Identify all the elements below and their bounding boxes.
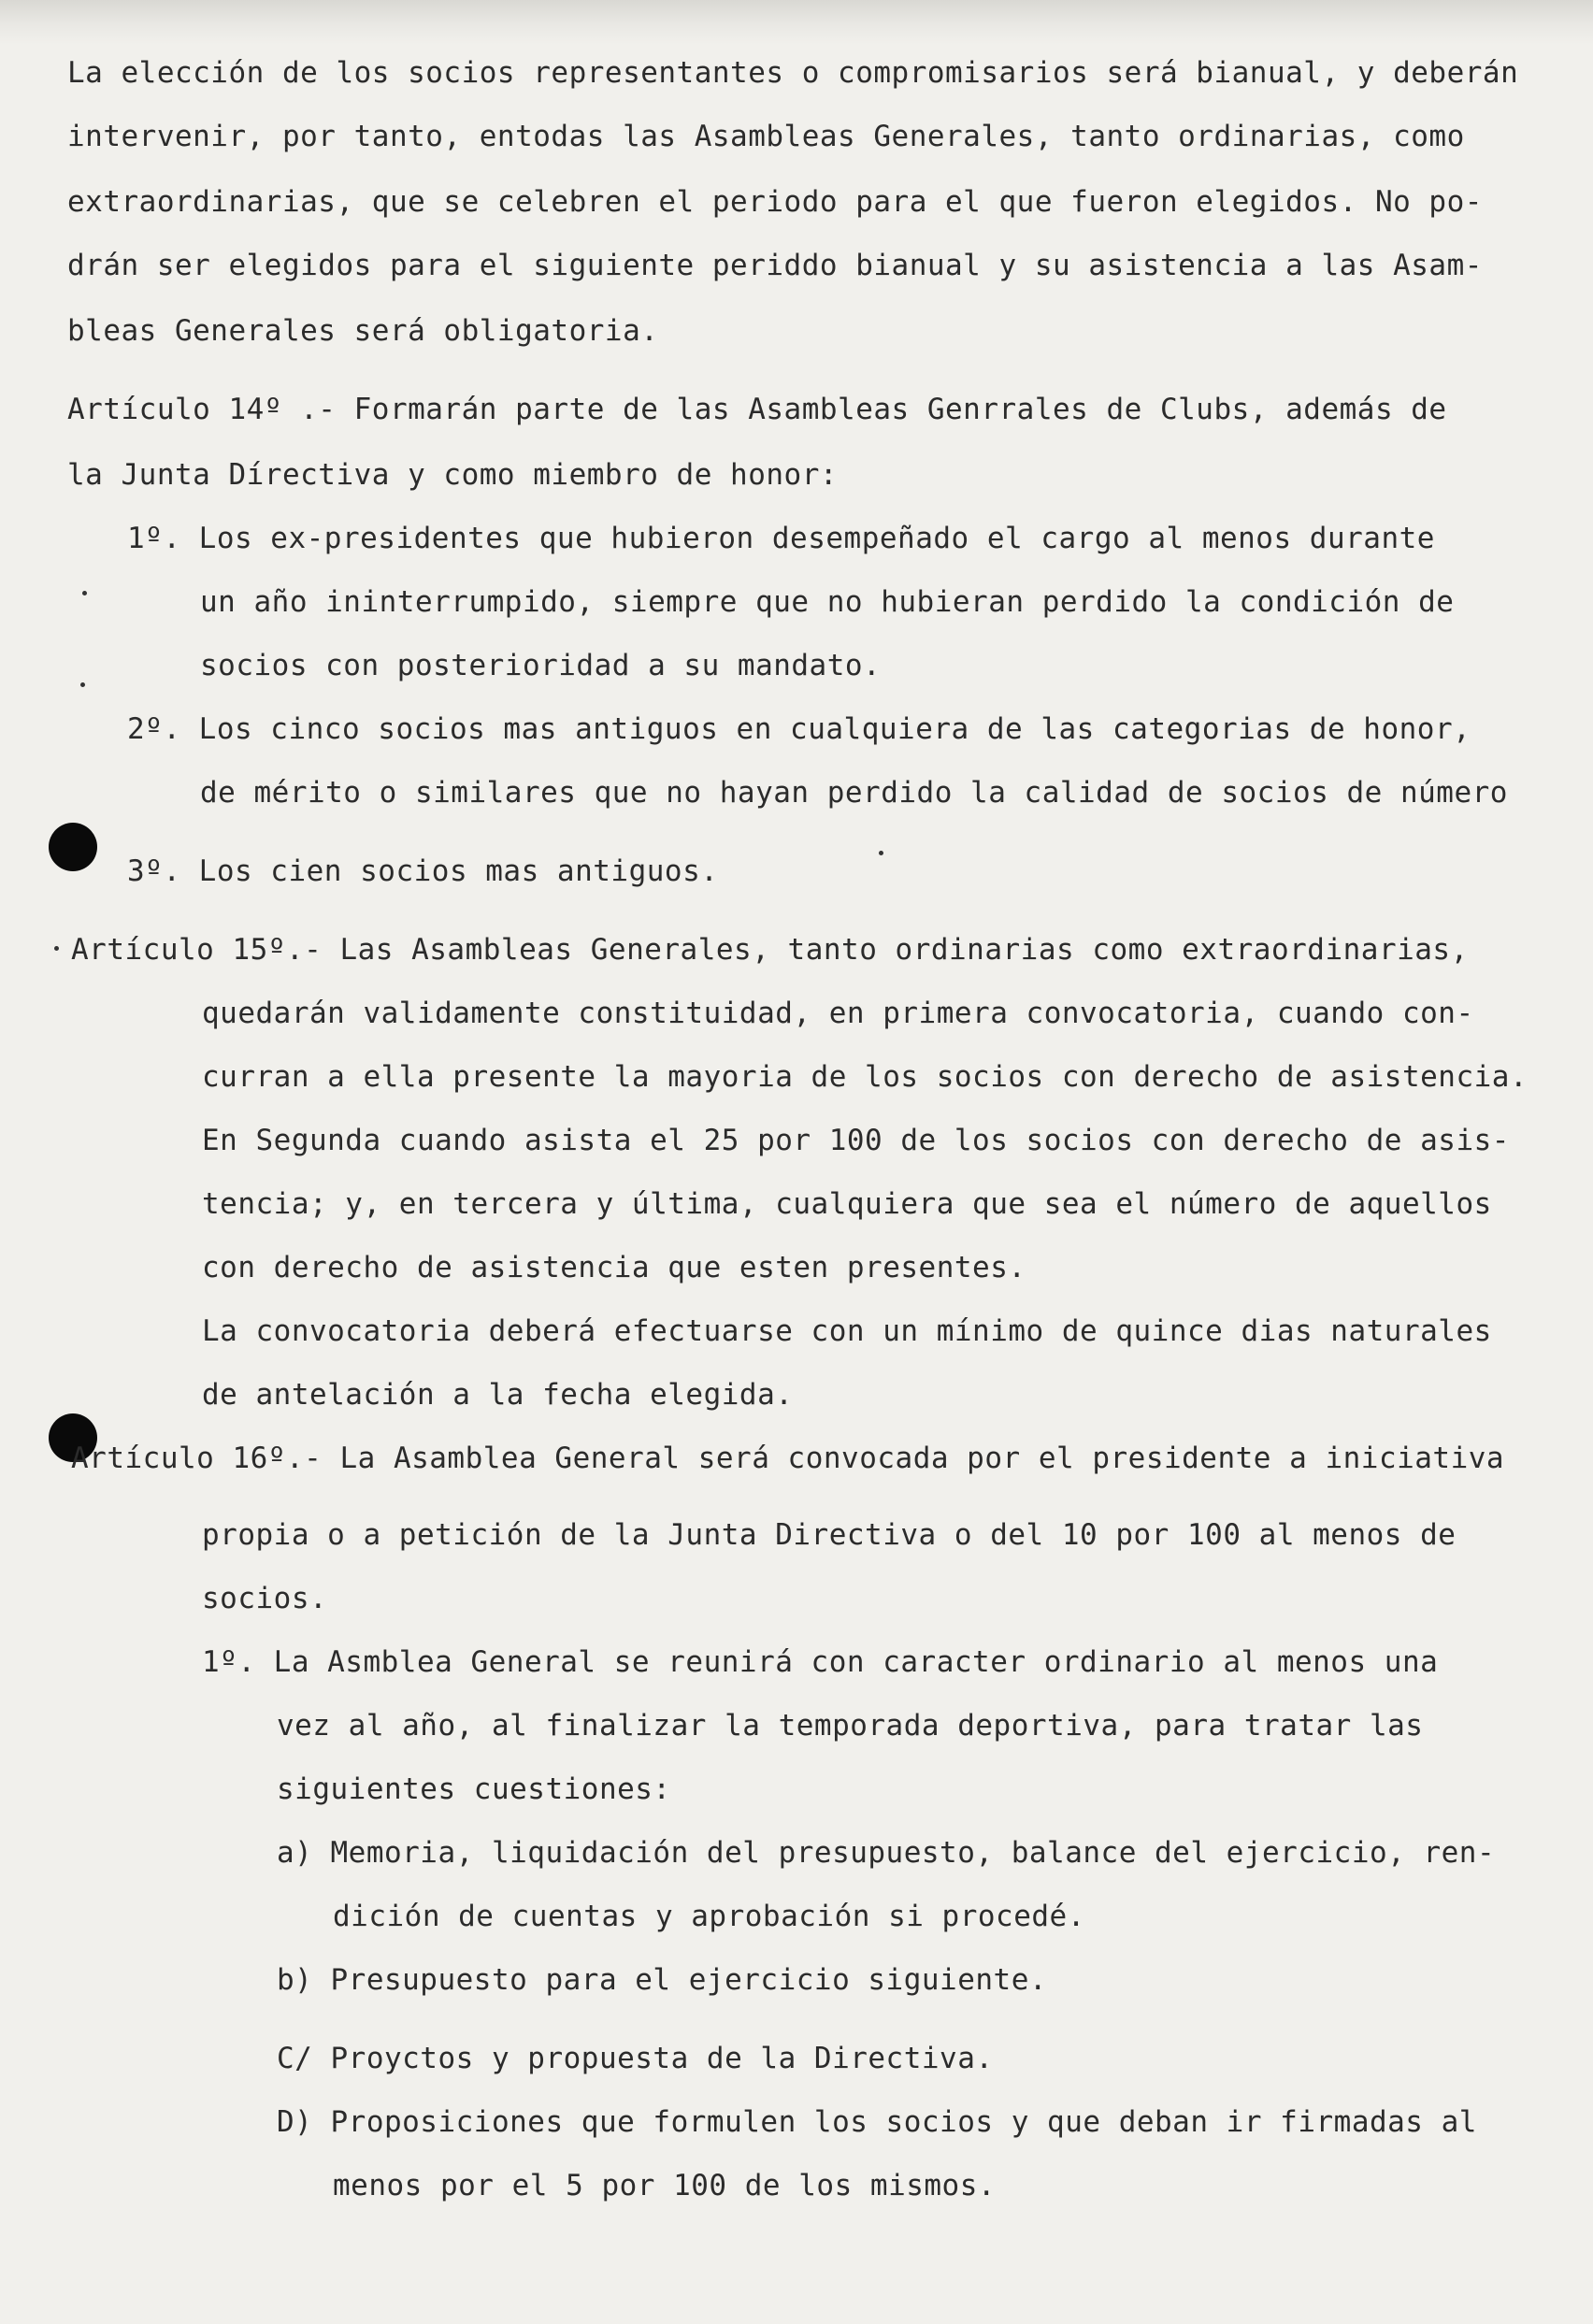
ink-speck — [879, 851, 883, 855]
articulo-16-line-2: propia o a petición de la Junta Directiva o del 10 por 100 al menos de — [202, 1518, 1457, 1552]
articulo-15-line-6: con derecho de asistencia que esten presentes. — [202, 1251, 1026, 1284]
articulo-15-line-8: de antelación a la fecha elegida. — [202, 1378, 794, 1412]
intro-line-4: drán ser elegidos para el siguiente periddo bianual y su asistencia a las Asam- — [67, 249, 1483, 282]
articulo-16-item-1-line-3: siguientes cuestiones: — [277, 1772, 671, 1806]
articulo-14-item-2-line-1: 2º. Los cinco socios mas antiguos en cualquiera de las categorias de honor, — [127, 712, 1471, 746]
articulo-16-sub-d-line-1: D) Proposiciones que formulen los socios y que deban ir firmadas al — [277, 2105, 1477, 2139]
intro-line-1: La elección de los socios representantes o compromisarios será bianual, y deberán — [67, 56, 1519, 90]
articulo-16-sub-a-line-2: dición de cuentas y aprobación si procedé. — [333, 1900, 1085, 1933]
articulo-15-line-2: quedarán validamente constituidad, en primera convocatoria, cuando con- — [202, 997, 1474, 1030]
articulo-16-sub-b-line-1: b) Presupuesto para el ejercicio siguiente. — [277, 1963, 1048, 1997]
articulo-16-line-3: socios. — [202, 1582, 328, 1615]
articulo-16-item-1-line-2: vez al año, al finalizar la temporada deportiva, para tratar las — [277, 1709, 1424, 1743]
ink-speck — [80, 682, 85, 687]
articulo-14-item-2-line-2: de mérito o similares que no hayan perdido la calidad de socios de número — [200, 776, 1508, 810]
intro-line-5: bleas Generales será obligatoria. — [67, 314, 659, 348]
articulo-15-line-3: curran a ella presente la mayoria de los socios con derecho de asistencia. — [202, 1060, 1528, 1094]
articulo-14-item-1-line-1: 1º. Los ex-presidentes que hubieron desempeñado el cargo al menos durante — [127, 522, 1435, 555]
articulo-14-item-1-line-2: un año ininterrumpido, siempre que no hubieran perdido la condición de — [200, 585, 1455, 619]
ink-speck — [82, 591, 87, 595]
articulo-16-sub-a-line-1: a) Memoria, liquidación del presupuesto, balance del ejercicio, ren- — [277, 1836, 1496, 1870]
articulo-14-heading: Artículo 14º .- Formarán parte de las Asambleas Genrrales de Clubs, además de — [67, 393, 1447, 426]
articulo-16-sub-c-line-1: C/ Proyctos y propuesta de la Directiva. — [277, 2042, 994, 2075]
articulo-15-line-5: tencia; y, en tercera y última, cualquiera que sea el número de aquellos — [202, 1187, 1492, 1221]
articulo-14-line-2: la Junta Dírectiva y como miembro de honor: — [67, 458, 839, 492]
articulo-16-sub-d-line-2: menos por el 5 por 100 de los mismos. — [333, 2169, 997, 2202]
intro-line-2: intervenir, por tanto, entodas las Asambleas Generales, tanto ordinarias, como — [67, 120, 1465, 153]
articulo-16-item-1-line-1: 1º. La Asmblea General se reunirá con caracter ordinario al menos una — [202, 1645, 1439, 1679]
articulo-16-heading: Artículo 16º.- La Asamblea General será convocada por el presidente a iniciativa — [71, 1442, 1505, 1475]
articulo-15-line-7: La convocatoria deberá efectuarse con un mínimo de quince dias naturales — [202, 1314, 1492, 1348]
articulo-14-item-1-line-3: socios con posterioridad a su mandato. — [200, 649, 882, 682]
intro-line-3: extraordinarias, que se celebren el periodo para el que fueron elegidos. No po- — [67, 185, 1483, 219]
articulo-15-heading: Artículo 15º.- Las Asambleas Generales, tanto ordinarias como extraordinarias, — [71, 933, 1469, 967]
ink-speck — [54, 946, 59, 951]
articulo-14-item-3-line-1: 3º. Los cien socios mas antiguos. — [127, 854, 719, 888]
scanned-top-edge — [0, 0, 1593, 45]
punch-hole-upper — [49, 823, 97, 871]
articulo-15-line-4: En Segunda cuando asista el 25 por 100 de los socios con derecho de asis- — [202, 1124, 1510, 1157]
